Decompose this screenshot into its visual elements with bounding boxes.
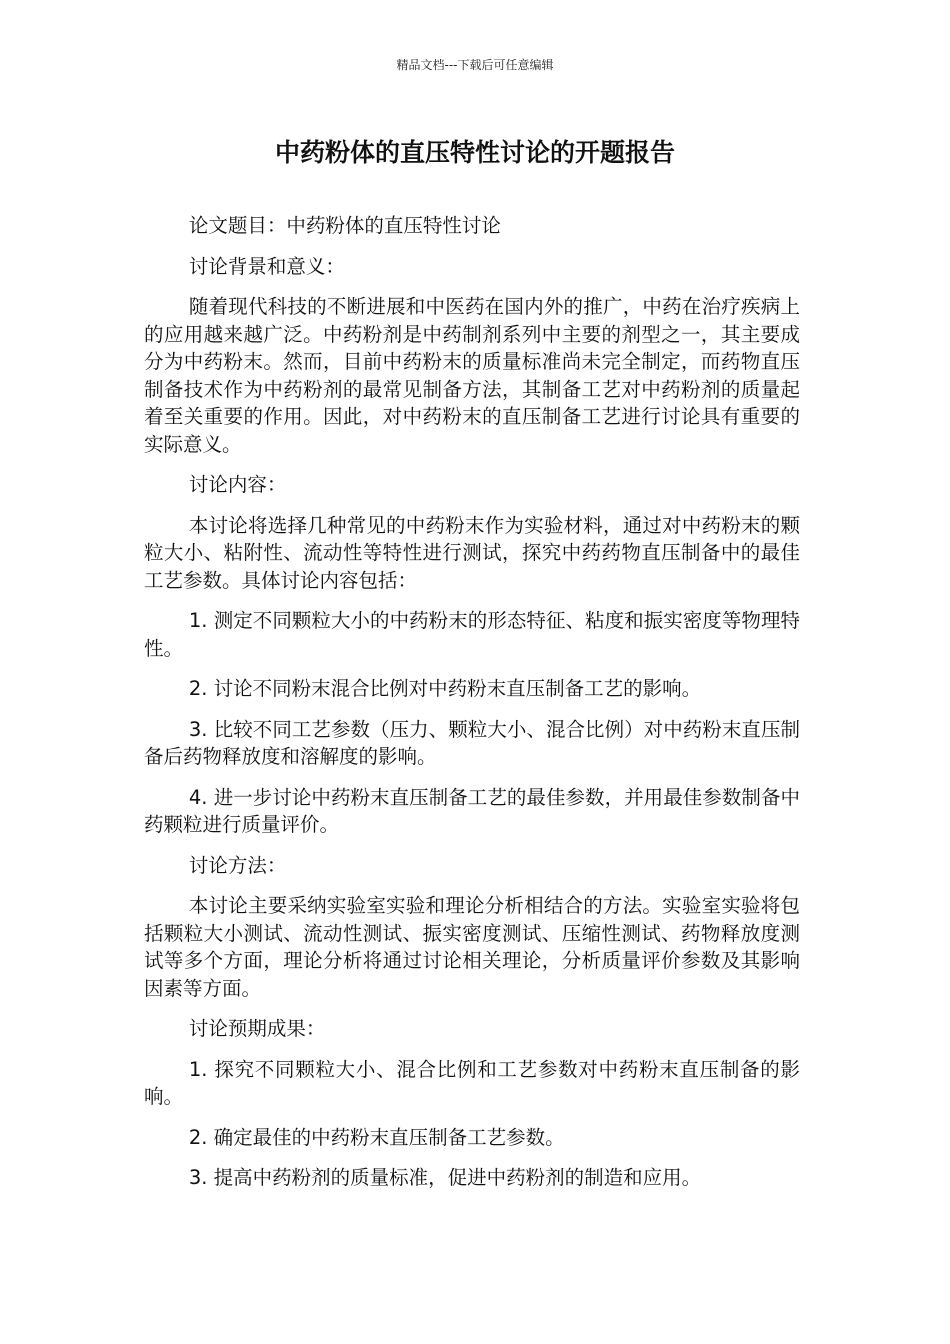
result-item-1: 1. 探究不同颗粒大小、混合比例和工艺参数对中药粉末直压制备的影响。: [144, 1057, 800, 1108]
document-title: 中药粉体的直压特性讨论的开题报告: [274, 138, 675, 167]
section-heading-expected-results: 讨论预期成果：: [188, 1017, 326, 1040]
background-paragraph: 随着现代科技的不断进展和中医药在国内外的推广，中药在治疗疾病上的应用越来越广泛。中药粉剂是中药制剂系列中主要的剂型之一，其主要成分为中药粉末。然而，目前中药粉末的质量标准尚未完全制定，而药物直压制备技术作为中药粉剂的最常见制备方法，其制备工艺对中药粉剂的质量起着至关重要的作用。因此，对中药粉末的直压制备工艺进行讨论具有重要的实际意义。: [144, 295, 800, 456]
section-heading-content: 讨论内容：: [188, 473, 287, 496]
content-intro-paragraph: 本讨论将选择几种常见的中药粉末作为实验材料，通过对中药粉末的颗粒大小、粘附性、流动性等特性进行测试，探究中药药物直压制备中的最佳工艺参数。具体讨论内容包括：: [144, 513, 800, 592]
section-heading-background: 讨论背景和意义：: [188, 254, 345, 278]
content-item-1: 1. 测定不同颗粒大小的中药粉末的形态特征、粘度和振实密度等物理特性。: [144, 609, 800, 660]
header-note: 精品文档---下载后可任意编辑: [396, 58, 554, 72]
method-paragraph: 本讨论主要采纳实验室实验和理论分析相结合的方法。实验室实验将包括颗粒大小测试、流动性测试、振实密度测试、压缩性测试、药物释放度测试等多个方面，理论分析将通过讨论相关理论，分析质量评价参数及其影响因素等方面。: [144, 894, 800, 1000]
document-body: [144, 212, 800, 1205]
thesis-topic-line: 论文题目：中药粉体的直压特性讨论: [188, 214, 501, 237]
content-item-2: 2. 讨论不同粉末混合比例对中药粉末直压制备工艺的影响。: [188, 677, 702, 700]
section-heading-method: 讨论方法：: [188, 853, 287, 877]
result-item-3: 3. 提高中药粉剂的质量标准，促进中药粉剂的制造和应用。: [188, 1166, 702, 1189]
result-item-2: 2. 确定最佳的中药粉末直压制备工艺参数。: [188, 1125, 565, 1149]
content-item-3: 3. 比较不同工艺参数（压力、颗粒大小、混合比例）对中药粉末直压制备后药物释放度和溶解度的影响。: [144, 717, 800, 768]
content-item-4: 4. 进一步讨论中药粉末直压制备工艺的最佳参数，并用最佳参数制备中药颗粒进行质量评价。: [144, 785, 800, 836]
